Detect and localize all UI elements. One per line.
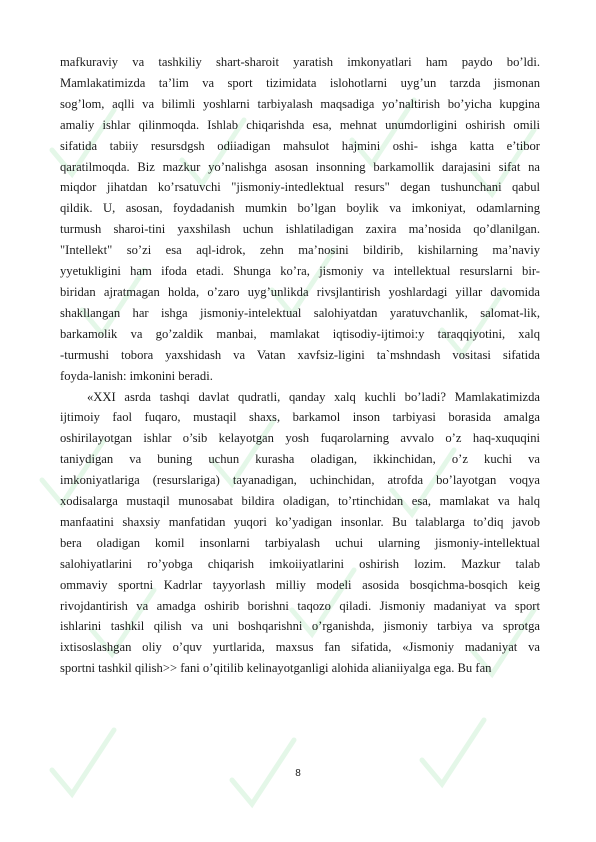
text-line: shakllangan har ishga jismoniy-intelektual salohiyatdan yaratuvchanlik, salomat-lik, [60,305,540,320]
text-line: mafkuraviy va tashkiliy shart-sharoit yaratish imkonyatlari ham paydo bo’ldi. [60,55,540,69]
text-line: Mamlakatimizda ta’lim va sport tizimidata islohotlarni uyg’un tarzda jismonan [60,75,540,90]
text-line: biridan ajratmagan holda, o’zaro uyg’unlikda rivsjlantirish yoshlardagi yillar davomida [60,284,540,299]
paragraph [60,387,540,680]
text-line: qaratilmoqda. Biz mazkur yo’nalishga asosan insonning barkamollik darajasini sifat na [60,159,540,174]
text-line: yyetukligini ham ifoda etadi. Shunga ko’ra, jismoniy va intellektual resurslarni bir- [60,264,540,279]
text-line: turmush sharoi-tini yaxshilash uchun ishlatiladigan zaxira ma’nosida qo’dlanilgan. [60,222,540,237]
text-line: ixtisoslashgan oliy o’quv yurtlarida, maxsus fan sifatida, «Jismoniy madaniyat va [60,640,540,655]
text-line: sportni tashkil qilish>> fani o’qitilib kelinayotganligi alohida alianiiyalga ega. Bu fan [60,661,492,676]
paragraph [60,52,540,387]
text-line: ijtimoiy faol fuqaro, mustaqil shaxs, barkamol inson tarbiyasi borasida amalga [60,410,540,425]
text-line: miqdor jihatdan ko’rsatuvchi "jismoniy-intedlektual resurs" degan tushunchani qabul [60,180,540,195]
text-line: taniydigan va buning uchun kurasha oladigan, ikkinchidan, o’z kuchi va [60,452,540,467]
text-line: bera oladigan komil insonlarni tarbiyalash uchui ularning jismoniy-intellektual [60,535,540,550]
text-line: ommaviy sportni Kadrlar tayyorlash milliy modeli asosida bosqichma-bosqich keig [60,577,540,592]
text-line: imkoniyatlariga (resurslariga) tayanadigan, uchinchidan, atrofda bo’layotgan voqya [60,473,540,488]
text-line: barkamolik va go’zaldik manbai, mamlakat iqtisodiy-ijtimoi:y taraqqiyotini, xalq [60,326,540,341]
text-line: ishlarini tashkil qilish va uni boshqarishni o’rganishda, jismoniy tarbiya va sprotga [60,619,540,634]
text-line: manfaatini shaxsiy manfatidan yuqori ko’yadigan insonlar. Bu talablarga to’diq javob [60,514,540,529]
text-line: "Intellekt" so’zi esa aql-idrok, zehn ma’nosini bildirib, kishilarning ma’naviy [60,243,540,258]
document-body [60,52,540,679]
text-line: sifatida tabiiy resursdgsh odiiadigan mahsulot hajmini oshi- ishga katta e’tibor [60,138,540,153]
text-line: sog’lom, aqlli va bilimli yoshlarni tarbiyalash maqsadiga yo’naltirish bo’yicha kupgina [60,96,540,111]
text-line: salohiyatlarini ro’yobga chiqarish imkoiiyatlarini oshirish lozim. Mazkur talab [60,556,540,571]
watermark-mark [52,730,114,794]
page-number: 8 [295,768,301,779]
text-line: «XXI asrda tashqi davlat qudratli, qanday xalq kuchli bo’ladi? Mamlakatimizda [87,389,540,404]
text-line: qildik. U, asosan, foydadanish mumkin bo’lgan boylik va imkoniyat, odamlarning [60,201,540,216]
text-line: -turmushi tobora yaxshidash va Vatan xavfsiz-ligini ta`mshndash vositasi sifatida [60,347,540,362]
text-line: xodisalarga mustaqil munosabat bildira oladigan, to’rtinchidan esa, mamlakat va halq [60,494,540,509]
text-line: rivojdantirish va amadga oshirib borishni taqozo qiladi. Jismoniy madaniyat va sport [60,598,540,613]
text-line: amaliy ishlar qilinmoqda. Ishlab chiqarishda esa, mehnat unumdorligini oshirish omili [60,117,540,132]
text-line: foyda-lanish: imkonini beradi. [60,368,213,383]
text-line: oshirilayotgan ishlar o’sib kelayotgan yosh fuqarolarning avvalo o’z haq-xuquqini [60,431,540,446]
